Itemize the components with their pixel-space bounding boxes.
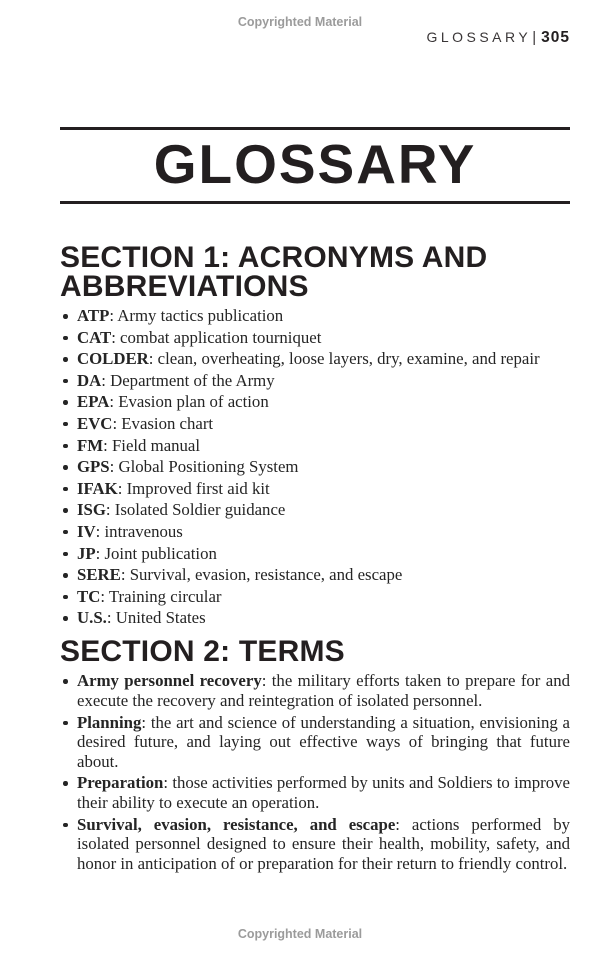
bullet-icon [60,815,77,874]
entry-term: EVC [77,413,113,433]
glossary-entry [60,565,570,585]
bullet-icon [60,371,77,391]
entry-term: COLDER [77,349,149,369]
entry-definition: Improved first aid kit [126,478,270,498]
entry-text: IV: intravenous [77,521,183,541]
entry-text: CAT: combat application tourniquet [77,327,322,347]
glossary-entry [60,457,570,477]
entry-term: IFAK [77,478,118,498]
entry-term: ISG [77,500,106,520]
entry-definition: Department of the Army [110,370,275,390]
glossary-entry [60,306,570,326]
bullet-icon [60,671,77,710]
glossary-sections [60,241,570,873]
glossary-entry [60,328,570,348]
entry-term: TC [77,586,101,606]
entry-term: FM [77,435,104,455]
entry-definition: Survival, evasion, resistance, and escape [129,565,403,585]
entry-definition: Evasion chart [121,413,214,433]
glossary-entry [60,436,570,456]
page-body [60,0,570,875]
section-heading: SECTION 2: TERMS [60,634,345,668]
section-terms [60,634,570,873]
entry-term: IV [77,521,96,541]
entry-definition: those activities performed by units and Soldiers to improve their ability to execute an operation. [77,773,570,812]
glossary-entry [60,608,570,628]
bullet-icon [60,436,77,456]
bullet-icon [60,306,77,326]
entry-text: Army personnel recovery: the military efforts taken to prepare for and execute the recovery and reintegration of isolated personnel. [77,671,570,710]
entry-term: Survival, evasion, resistance, and escape [77,814,396,834]
entry-text: GPS: Global Positioning System [77,457,299,477]
glossary-entry [60,544,570,564]
entry-term: CAT [77,327,112,347]
entry-definition: combat application tourniquet [120,327,322,347]
copyright-watermark-bottom: Copyrighted Material [237,927,363,941]
entry-definition: intravenous [104,521,183,541]
entry-list [60,306,570,628]
title-block [60,127,570,204]
entry-definition: Training circular [108,586,222,606]
glossary-entry [60,414,570,434]
bullet-icon [60,500,77,520]
entry-text: DA: Department of the Army [77,370,275,390]
entry-definition: Global Positioning System [118,457,299,477]
entry-text: Survival, evasion, resistance, and escape: actions performed by isolated personnel designed to ensure their health, mobility, safety, and honor in anticipation of or preparation for their return to friendly control. [77,814,570,873]
entry-list [60,671,570,873]
entry-term: EPA [77,392,110,412]
entry-text: ISG: Isolated Soldier guidance [77,500,286,520]
glossary-entry [60,349,570,369]
entry-term: U.S. [77,608,107,628]
glossary-entry [60,392,570,412]
entry-term: SERE [77,565,121,585]
entry-term: Planning [77,712,142,732]
glossary-entry [60,671,570,710]
entry-definition: Evasion plan of action [118,392,269,412]
bullet-icon [60,328,77,348]
entry-text: JP: Joint publication [77,543,217,563]
entry-definition: Army tactics publication [117,306,284,325]
entry-term: GPS [77,457,110,477]
entry-text: U.S.: United States [77,608,206,628]
entry-text: Planning: the art and science of understanding a situation, envisioning a desired future, and laying out effective ways of bringing that future about. [77,712,570,771]
entry-definition: Joint publication [104,543,217,563]
bullet-icon [60,608,77,628]
bullet-icon [60,544,77,564]
section-heading: SECTION 1: ACRONYMS AND ABBREVIATIONS [60,241,488,303]
entry-text: COLDER: clean, overheating, loose layers, dry, examine, and repair [77,349,540,369]
bullet-icon [60,392,77,412]
page-title: GLOSSARY [153,133,477,195]
glossary-entry [60,522,570,542]
running-head-chapter-label: GLOSSARY [426,29,532,45]
glossary-entry [60,479,570,499]
copyright-watermark-top: Copyrighted Material [237,15,363,29]
entry-text: FM: Field manual [77,435,201,455]
bullet-icon [60,479,77,499]
entry-definition: actions performed by isolated personnel designed to ensure their health, mobility, safety, and honor in anticipation of or preparation for their return to friendly control. [77,814,570,873]
entry-text: ATP: Army tactics publication [77,306,284,325]
entry-text: SERE: Survival, evasion, resistance, and escape [77,565,403,585]
entry-term: DA [77,370,102,390]
glossary-entry [60,773,570,812]
running-head-separator: | [532,29,537,46]
bullet-icon [60,349,77,369]
bullet-icon [60,713,77,772]
glossary-entry [60,371,570,391]
bullet-icon [60,414,77,434]
glossary-entry [60,500,570,520]
entry-definition: the art and science of understanding a situation, envisioning a desired future, and laying out effective ways of bringing that future about. [77,712,570,771]
entry-term: ATP [77,306,110,325]
entry-term: Preparation [77,773,164,793]
page-number: 305 [541,29,570,46]
glossary-entry [60,713,570,772]
bullet-icon [60,457,77,477]
entry-definition: Field manual [111,435,201,455]
entry-text: IFAK: Improved first aid kit [77,478,270,498]
bullet-icon [60,587,77,607]
entry-term: Army personnel recovery [77,671,262,691]
bullet-icon [60,522,77,542]
entry-term: JP [77,543,96,563]
entry-text: EVC: Evasion chart [77,413,214,433]
section-acronyms [60,241,570,628]
entry-definition: clean, overheating, loose layers, dry, examine, and repair [157,349,540,369]
entry-definition: United States [115,608,206,628]
entry-text: TC: Training circular [77,586,222,606]
entry-text: EPA: Evasion plan of action [77,392,269,412]
entry-definition: the military efforts taken to prepare for and execute the recovery and reintegration of isolated personnel. [77,671,570,710]
glossary-entry [60,587,570,607]
glossary-entry [60,815,570,874]
entry-text: Preparation: those activities performed by units and Soldiers to improve their ability to execute an operation. [77,773,570,812]
bullet-icon [60,565,77,585]
bullet-icon [60,773,77,812]
entry-definition: Isolated Soldier guidance [114,500,286,520]
